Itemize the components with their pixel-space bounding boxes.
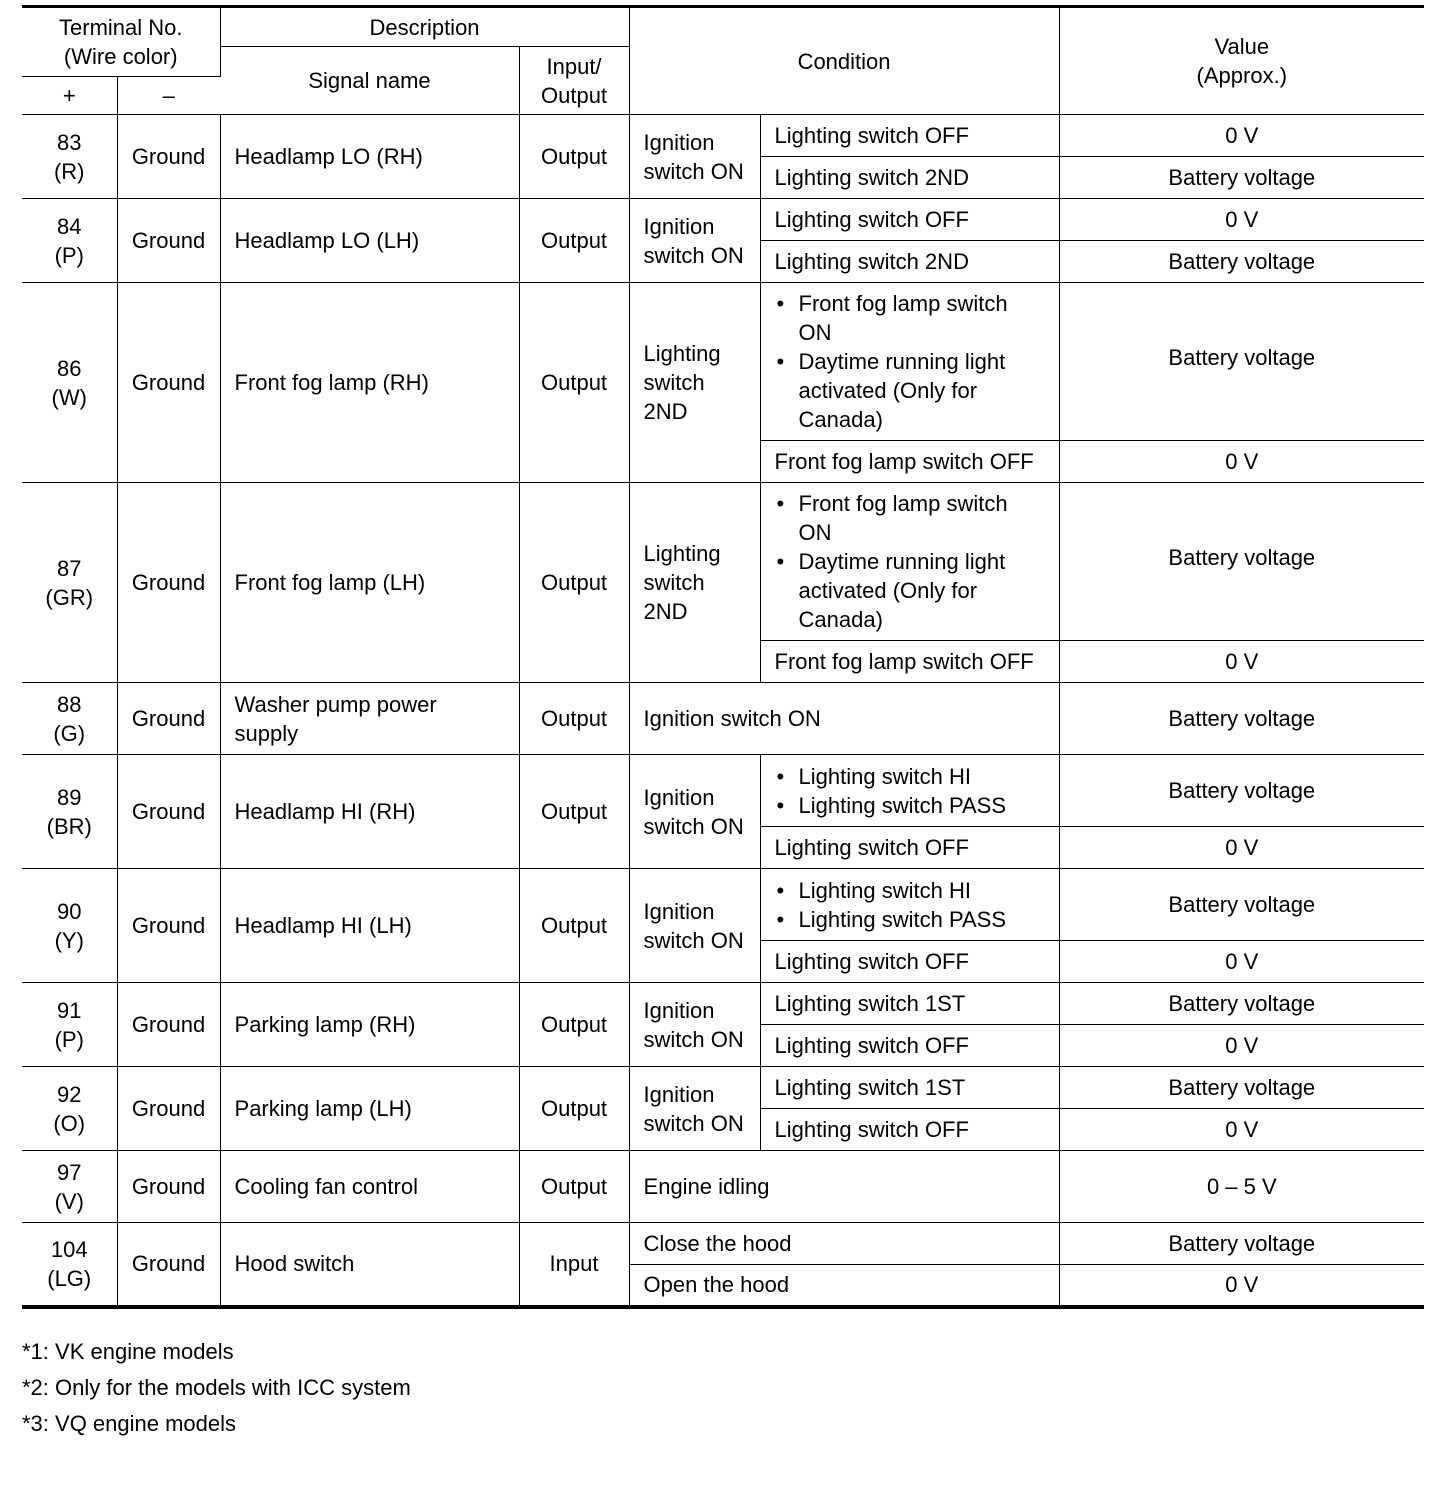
value-cell: Battery voltage (1059, 869, 1424, 941)
terminal-cell: 92 (O) (22, 1067, 117, 1151)
condition-cell: Engine idling (629, 1151, 1059, 1223)
terminal-cell: 91 (P) (22, 983, 117, 1067)
value-cell: 0 V (1059, 199, 1424, 241)
bullet-item: • Daytime running light activated (Only for Canada) (775, 347, 1045, 434)
footnotes (22, 1334, 411, 1442)
signal-cell: Headlamp LO (RH) (220, 115, 519, 199)
table-row (22, 1067, 1424, 1109)
terminal-cell: 83 (R) (22, 115, 117, 199)
value-cell: 0 V (1059, 441, 1424, 483)
sub-condition-cell: Lighting switch OFF (760, 827, 1059, 869)
table-row (22, 755, 1424, 827)
sub-condition-cell: Lighting switch OFF (760, 199, 1059, 241)
condition-cell: Ignition switch ON (629, 199, 760, 283)
sub-condition-cell: Front fog lamp switch OFF (760, 441, 1059, 483)
value-cell: Battery voltage (1059, 983, 1424, 1025)
sub-condition-cell: Front fog lamp switch OFF (760, 641, 1059, 683)
table-row (22, 115, 1424, 157)
header-input-output: Input/ Output (519, 47, 629, 115)
table-row (22, 683, 1424, 755)
condition-cell: Ignition switch ON (629, 115, 760, 199)
terminal-cell: 88 (G) (22, 683, 117, 755)
footnote: *2: Only for the models with ICC system (22, 1375, 411, 1400)
value-cell: Battery voltage (1059, 683, 1424, 755)
ground-cell: Ground (117, 1151, 220, 1223)
footnote: *1: VK engine models (22, 1339, 234, 1364)
header-condition: Condition (629, 7, 1059, 115)
header-value: Value (Approx.) (1059, 7, 1424, 115)
terminal-cell: 87 (GR) (22, 483, 117, 683)
value-cell: 0 – 5 V (1059, 1151, 1424, 1223)
ground-cell: Ground (117, 1223, 220, 1307)
sub-condition-cell: Lighting switch OFF (760, 1109, 1059, 1151)
signal-cell: Cooling fan control (220, 1151, 519, 1223)
table-row (22, 983, 1424, 1025)
io-cell: Output (519, 199, 629, 283)
value-cell: 0 V (1059, 827, 1424, 869)
signal-cell: Headlamp LO (LH) (220, 199, 519, 283)
header-minus: – (117, 77, 220, 115)
signal-cell: Washer pump power supply (220, 683, 519, 755)
value-cell: Battery voltage (1059, 483, 1424, 641)
header-description: Description (220, 7, 629, 47)
bullet-item: • Front fog lamp switch ON (775, 289, 1045, 347)
ground-cell: Ground (117, 755, 220, 869)
io-cell: Output (519, 483, 629, 683)
condition-cell: Close the hood (629, 1223, 1059, 1265)
io-cell: Input (519, 1223, 629, 1307)
ground-cell: Ground (117, 483, 220, 683)
signal-cell: Parking lamp (LH) (220, 1067, 519, 1151)
table-row (22, 199, 1424, 241)
io-cell: Output (519, 1067, 629, 1151)
table-row (22, 1151, 1424, 1223)
footnote: *3: VQ engine models (22, 1411, 237, 1436)
value-cell: 0 V (1059, 1025, 1424, 1067)
sub-condition-cell (760, 283, 1059, 441)
sub-condition-cell: Lighting switch OFF (760, 115, 1059, 157)
signal-cell: Headlamp HI (RH) (220, 755, 519, 869)
io-cell: Output (519, 283, 629, 483)
terminal-cell: 89 (BR) (22, 755, 117, 869)
bullet-item: • Lighting switch HI (775, 762, 1045, 791)
ground-cell: Ground (117, 983, 220, 1067)
sub-condition-cell: Lighting switch 1ST (760, 983, 1059, 1025)
condition-cell: Ignition switch ON (629, 755, 760, 869)
table-row (22, 1223, 1424, 1265)
bullet-item: • Lighting switch PASS (775, 905, 1045, 934)
condition-cell: Lighting switch 2ND (629, 283, 760, 483)
value-cell: 0 V (1059, 1265, 1424, 1307)
value-cell: Battery voltage (1059, 283, 1424, 441)
ground-cell: Ground (117, 869, 220, 983)
terminal-cell: 84 (P) (22, 199, 117, 283)
bullet-item: • Front fog lamp switch ON (775, 489, 1045, 547)
condition-cell: Ignition switch ON (629, 869, 760, 983)
value-cell: 0 V (1059, 1109, 1424, 1151)
sub-condition-cell (760, 869, 1059, 941)
terminal-cell: 104 (LG) (22, 1223, 117, 1307)
sub-condition-cell: Lighting switch OFF (760, 1025, 1059, 1067)
table-row (22, 483, 1424, 641)
terminal-cell: 86 (W) (22, 283, 117, 483)
ground-cell: Ground (117, 683, 220, 755)
signal-cell: Front fog lamp (RH) (220, 283, 519, 483)
terminal-cell: 97 (V) (22, 1151, 117, 1223)
sub-condition-cell: Lighting switch 2ND (760, 241, 1059, 283)
signal-cell: Headlamp HI (LH) (220, 869, 519, 983)
value-cell: Battery voltage (1059, 157, 1424, 199)
header-terminal-no: Terminal No. (Wire color) (22, 7, 220, 77)
signal-cell: Parking lamp (RH) (220, 983, 519, 1067)
condition-cell: Open the hood (629, 1265, 1059, 1307)
terminal-cell: 90 (Y) (22, 869, 117, 983)
condition-cell: Ignition switch ON (629, 1067, 760, 1151)
value-cell: Battery voltage (1059, 1223, 1424, 1265)
signal-cell: Front fog lamp (LH) (220, 483, 519, 683)
value-cell: Battery voltage (1059, 755, 1424, 827)
io-cell: Output (519, 115, 629, 199)
table-row (22, 283, 1424, 441)
value-cell: 0 V (1059, 115, 1424, 157)
value-cell: Battery voltage (1059, 241, 1424, 283)
value-cell: 0 V (1059, 641, 1424, 683)
sub-condition-cell: Lighting switch 2ND (760, 157, 1059, 199)
condition-cell: Lighting switch 2ND (629, 483, 760, 683)
io-cell: Output (519, 1151, 629, 1223)
value-cell: 0 V (1059, 941, 1424, 983)
io-cell: Output (519, 683, 629, 755)
header-plus: + (22, 77, 117, 115)
io-cell: Output (519, 869, 629, 983)
condition-cell: Ignition switch ON (629, 683, 1059, 755)
sub-condition-cell: Lighting switch OFF (760, 941, 1059, 983)
table-row (22, 869, 1424, 941)
bullet-item: • Lighting switch PASS (775, 791, 1045, 820)
io-cell: Output (519, 983, 629, 1067)
ground-cell: Ground (117, 115, 220, 199)
bullet-item: • Daytime running light activated (Only for Canada) (775, 547, 1045, 634)
ground-cell: Ground (117, 199, 220, 283)
value-cell: Battery voltage (1059, 1067, 1424, 1109)
sub-condition-cell (760, 755, 1059, 827)
ground-cell: Ground (117, 283, 220, 483)
sub-condition-cell: Lighting switch 1ST (760, 1067, 1059, 1109)
terminal-table (22, 5, 1424, 1309)
header-signal-name: Signal name (220, 47, 519, 115)
condition-cell: Ignition switch ON (629, 983, 760, 1067)
sub-condition-cell (760, 483, 1059, 641)
signal-cell: Hood switch (220, 1223, 519, 1307)
ground-cell: Ground (117, 1067, 220, 1151)
io-cell: Output (519, 755, 629, 869)
bullet-item: • Lighting switch HI (775, 876, 1045, 905)
